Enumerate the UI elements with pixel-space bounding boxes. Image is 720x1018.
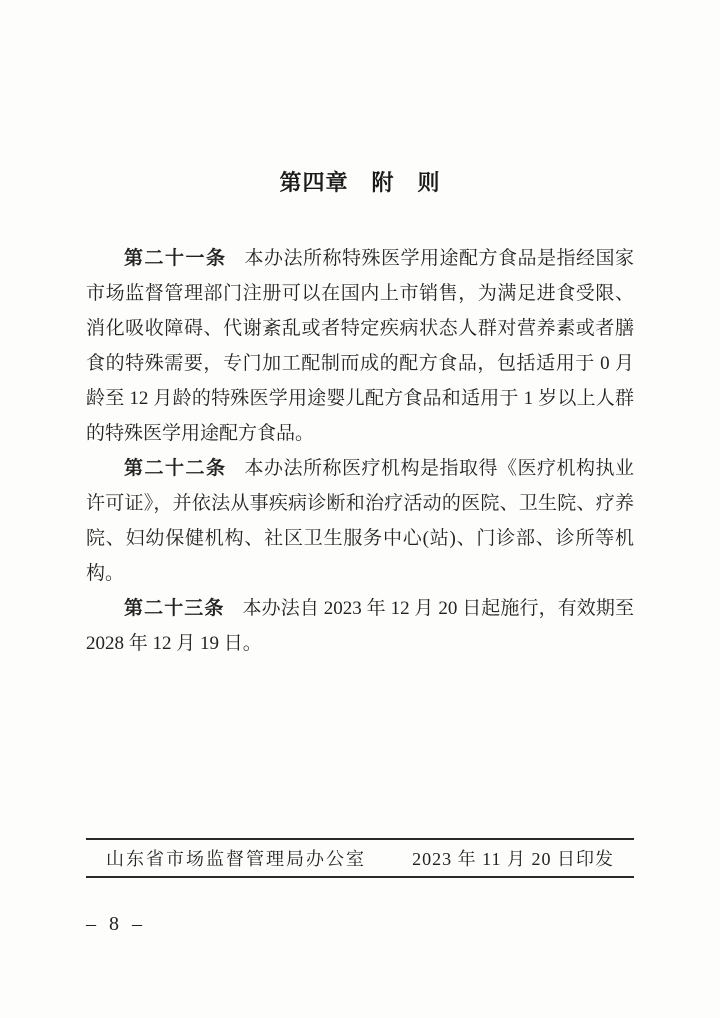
article-22-text: 本办法所称医疗机构是指取得《医疗机构执业许可证》，并依法从事疾病诊断和治疗活动的医院、卫生院、疗养院、妇幼保健机构、社区卫生服务中心(站)、门诊部、诊所等机构。 bbox=[86, 458, 634, 584]
page-number: – 8 – bbox=[86, 913, 146, 935]
document-body bbox=[86, 241, 634, 661]
document-footer bbox=[86, 838, 634, 878]
chapter-title: 第四章 附 则 bbox=[279, 170, 441, 195]
article-23-text: 本办法自 2023 年 12 月 20 日起施行，有效期至 2028 年 12 月 19 日。 bbox=[86, 598, 634, 654]
article-21 bbox=[86, 241, 634, 451]
article-23 bbox=[86, 591, 634, 661]
footer-print-date: 2023 年 11 月 20 日印发 bbox=[412, 849, 614, 869]
article-21-text: 本办法所称特殊医学用途配方食品是指经国家市场监督管理部门注册可以在国内上市销售，为满足进食受限、消化吸收障碍、代谢紊乱或者特定疾病状态人群对营养素或者膳食的特殊需要，专门加工配制而成的配方食品，包括适用于 0 月龄至 12 月龄的特殊医学用途婴儿配方食品和适用于 1 岁以上人群的特殊医学用途配方食品。 bbox=[86, 248, 634, 444]
article-21-number: 第二十一条 bbox=[124, 248, 227, 269]
article-22-number: 第二十二条 bbox=[124, 458, 227, 479]
article-23-number: 第二十三条 bbox=[124, 598, 225, 619]
footer-issuing-office: 山东省市场监督管理局办公室 bbox=[106, 849, 366, 869]
article-22 bbox=[86, 451, 634, 591]
